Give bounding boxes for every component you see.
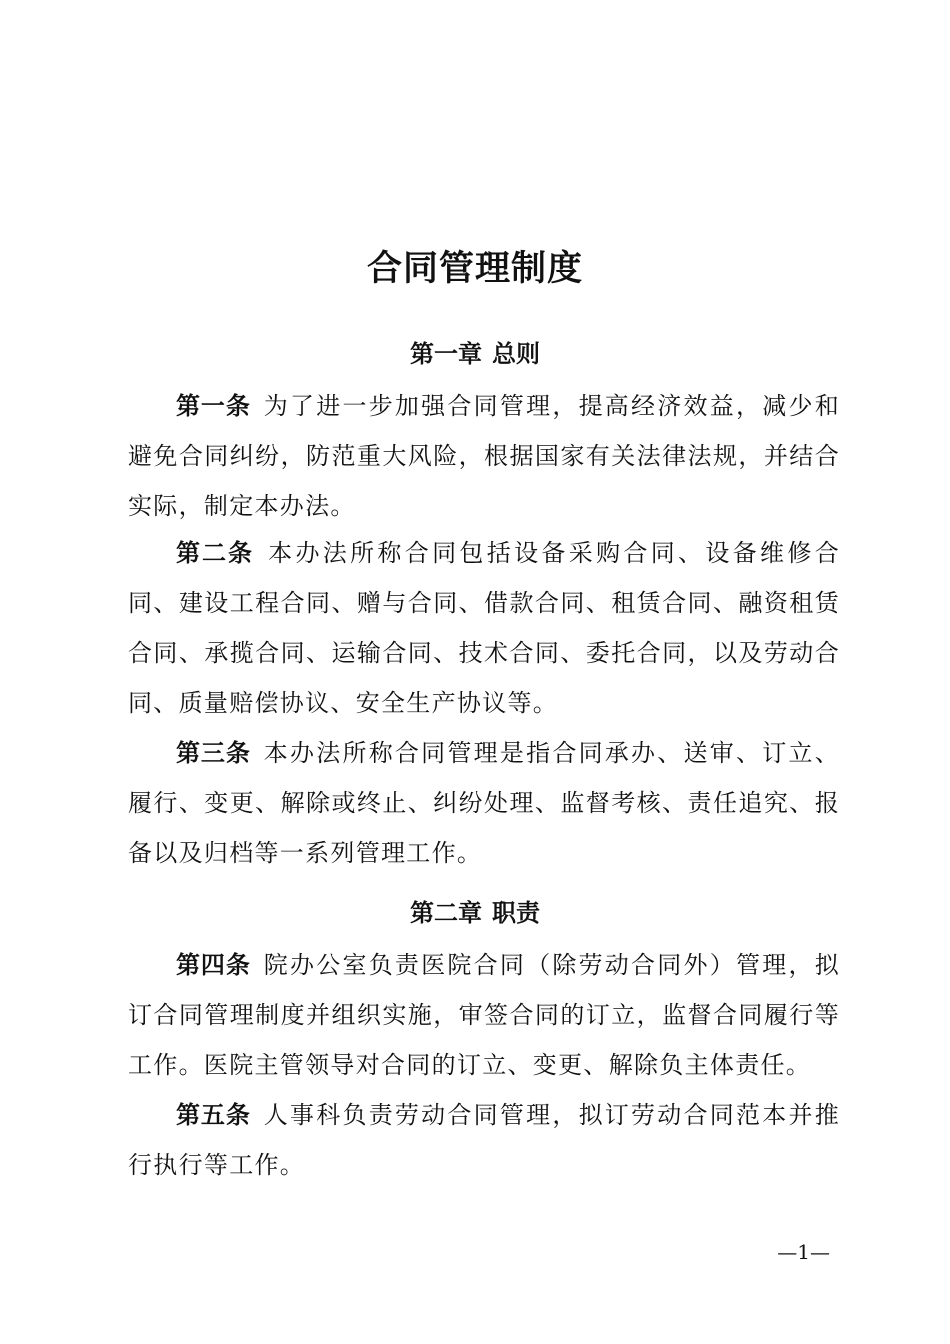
chapter-label: 第二章 bbox=[410, 899, 482, 927]
chapter-name: 职责 bbox=[492, 899, 540, 927]
article-paragraph bbox=[128, 381, 840, 531]
article-text: 本办法所称合同管理是指合同承办、送审、订立、履行、变更、解除或终止、纠纷处理、监督考核、责任追究、报备以及归档等一系列管理工作。 bbox=[128, 739, 840, 867]
document-title: 合同管理制度 bbox=[366, 249, 583, 289]
chapter-name: 总则 bbox=[492, 340, 540, 368]
article-number: 第四条 bbox=[176, 951, 251, 979]
article-paragraph bbox=[128, 728, 840, 878]
article-number: 第一条 bbox=[176, 392, 251, 420]
article-paragraph bbox=[128, 528, 840, 728]
article-text: 为了进一步加强合同管理，提高经济效益，减少和避免合同纠纷，防范重大风险，根据国家有关法律法规，并结合实际，制定本办法。 bbox=[128, 392, 840, 520]
page-number: —1— bbox=[777, 1240, 830, 1264]
chapter-label: 第一章 bbox=[410, 340, 482, 368]
article-number: 第三条 bbox=[176, 739, 251, 767]
article-number: 第二条 bbox=[176, 539, 255, 567]
article-text: 本办法所称合同包括设备采购合同、设备维修合同、建设工程合同、赠与合同、借款合同、租赁合同、融资租赁合同、承揽合同、运输合同、技术合同、委托合同，以及劳动合同、质量赔偿协议、安全生产协议等。 bbox=[128, 539, 840, 717]
article-paragraph bbox=[128, 1090, 840, 1190]
chapter-heading bbox=[0, 334, 950, 374]
article-text: 人事科负责劳动合同管理，拟订劳动合同范本并推行执行等工作。 bbox=[128, 1101, 840, 1179]
article-text: 院办公室负责医院合同（除劳动合同外）管理，拟订合同管理制度并组织实施，审签合同的订立，监督合同履行等工作。医院主管领导对合同的订立、变更、解除负主体责任。 bbox=[128, 951, 840, 1079]
article-paragraph bbox=[128, 940, 840, 1090]
chapter-heading bbox=[0, 893, 950, 933]
article-number: 第五条 bbox=[176, 1101, 251, 1129]
